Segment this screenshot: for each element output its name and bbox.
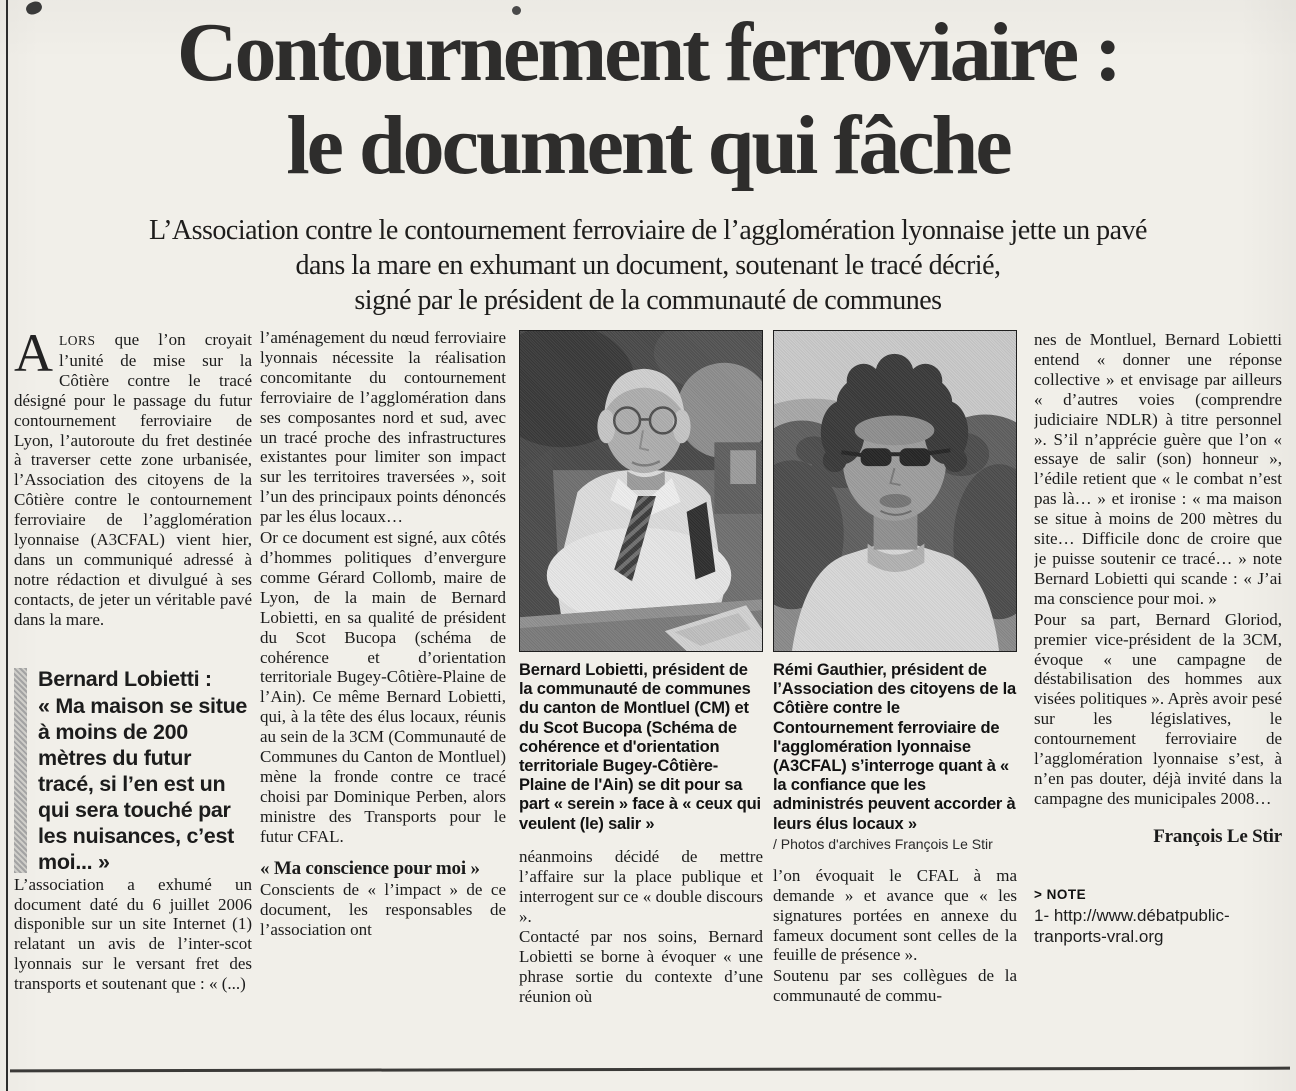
- column-2: [260, 328, 506, 1060]
- column-4: [773, 330, 1017, 1062]
- column-1: [14, 330, 252, 1062]
- pull-quote-text: « Ma maison se situe à moins de 200 mètres du futur tracé, si l’en est un qui sera touché par les nuisances, c’est moi... »: [38, 693, 248, 874]
- headline-line-2: le document qui fâche: [286, 99, 1010, 192]
- col4-paragraph-2: Soutenu par ses collègues de la communauté de commu-: [773, 966, 1017, 1006]
- headline-line-1: Contournement ferroviaire :: [176, 6, 1120, 99]
- note-url: 1- http://www.débatpublic-tranports-vral.org: [1034, 905, 1230, 946]
- col2-paragraph-1: l’aménagement du nœud ferroviaire lyonnais nécessite la réalisation concomitante du contournement ferroviaire de l’agglomération dans ses composantes nord et sud, avec un tracé proche des infrastructures existantes pour limiter son impact sur les territoires traversées », soit l’un des principaux points dénoncés par les élus locaux…: [260, 328, 506, 527]
- drop-cap: A: [14, 330, 53, 383]
- photo-credit: / Photos d'archives François Le Stir: [773, 835, 993, 852]
- photo-remi-gauthier: [773, 330, 1017, 652]
- pull-quote-name: Bernard Lobietti :: [38, 666, 212, 691]
- column-3: [519, 330, 763, 1062]
- col3-paragraph-1: néanmoins décidé de mettre l’affaire sur la place publique et interrogent sur ce « double discours ».: [519, 846, 763, 926]
- photo-bernard-lobietti-art: [520, 331, 762, 651]
- lead-smallcaps: LORS: [59, 333, 96, 348]
- photo-bernard-lobietti: [519, 330, 763, 652]
- caption-remi-gauthier: Rémi Gauthier, président de l’Association des citoyens de la Côtière contre le Contournement ferroviaire de l'agglomération lyonnaise (A3CFAL) s’interroge quant à « la confiance que les administrés peuvent accorder à leurs élus locaux »: [773, 661, 1017, 833]
- pull-quote: [14, 666, 252, 875]
- column-5: [1034, 330, 1282, 1062]
- bottom-rule: [10, 1067, 1290, 1073]
- caption-bernard-lobietti: Bernard Lobietti, président de la communauté de communes du canton de Montluel (CM) et du Scot Bucopa (Schéma de cohérence et d'orientation territoriale Bugey-Côtière-Plaine de l'Ain) se dit pour sa part « serein » face à « ceux qui veulent (le) salir »: [519, 661, 761, 833]
- col1-paragraph-2: L’association a exhumé un document daté du 6 juillet 2006 disponible sur un site Internet (1) relatant un avis de l’inter-scot lyonnais sur le versant fret des transports et soutenant que : « (...): [14, 874, 252, 994]
- photo-remi-gauthier-art: [774, 331, 1016, 651]
- author-byline: François Le Stir: [1153, 825, 1282, 847]
- standfirst-line-3: signé par le président de la communauté de communes: [354, 285, 942, 316]
- col5-paragraph-2: Pour sa part, Bernard Gloriod, premier vice-président de la 3CM, évoque « une campagne de déstabilisation des hommes aux visées politiques ». Après avoir pesé sur les législatives, le contournement ferroviaire de l’agglomération lyonnaise s’est, à n’en pas douter, déjà invité dans la campagne des municipales 2008…: [1034, 609, 1282, 808]
- col2-paragraph-3: Conscients de « l’impact » de ce document, les responsables de l’association ont: [260, 880, 506, 940]
- standfirst: [40, 213, 1256, 318]
- col3-paragraph-2: Contacté par nos soins, Bernard Lobietti se borne à évoquer « une phrase sortie du contexte d’une réunion où: [519, 927, 763, 1007]
- col1-paragraph-1: [14, 330, 252, 630]
- col2-paragraph-2: Or ce document est signé, aux côtés d’hommes politiques d’envergure comme Gérard Collomb, maire de Lyon, de la main de Bernard Lobietti, en sa qualité de président du Scot Bucopa (schéma de cohérence et d’orientation territoriale Bugey-Côtière-Plaine de l’Ain). Ce même Bernard Lobietti, qui, à la tête des élus locaux, réunis au sein de la 3CM (Communauté de Communes du Canton de Montluel) mène la fronde contre ce tracé choisi par Dominique Perben, alors ministre des Transports pour le futur CFAL.: [260, 528, 506, 846]
- standfirst-line-1: L’Association contre le contournement ferroviaire de l’agglomération lyonnaise jette un pavé: [149, 215, 1147, 246]
- col4-paragraph-1: l’on évoquait le CFAL à ma demande » et avance que « les signatures portées en annexe du fameux document sont celles de la feuille de présence ».: [773, 865, 1017, 965]
- col5-paragraph-1: nes de Montluel, Bernard Lobietti entend « donner une réponse collective » et envisage par ailleurs « d’autres voies (comprendre judiciaire NDLR) à titre personnel ». S’il n’apprécie guère que l’on « essaye de salir (son) honneur », l’édile retient que « le combat n’est pas là… » et ironise : « ma maison se situe à moins de 200 mètres du site… Difficile donc de croire que je puisse soutenir ce tracé… » note Bernard Lobietti qui scande : « J’ai ma conscience pour moi. »: [1034, 330, 1282, 608]
- note-block: [1034, 885, 1282, 947]
- note-label: > NOTE: [1034, 886, 1087, 902]
- article-headline: [0, 6, 1296, 192]
- standfirst-line-2: dans la mare en exhumant un document, soutenant le tracé décrié,: [295, 250, 1001, 281]
- subhead-ma-conscience: « Ma conscience pour moi »: [260, 857, 480, 879]
- pull-quote-bar: [14, 668, 27, 873]
- col1-paragraph-1-text: que l’on croyait l’unité de mise sur la Côtière contre le tracé désigné pour le passage du futur contournement ferroviaire de Lyon, l’autoroute du fret destinée à traverser cette zone urbanisée, l’Association des citoyens de la Côtière contre le contournement ferroviaire de l’agglomération lyonnaise (A3CFAL) vient hier, dans un communiqué adressé à notre rédaction et divulgué à ses contacts, de jeter un véritable pavé dans la mare.: [14, 330, 252, 629]
